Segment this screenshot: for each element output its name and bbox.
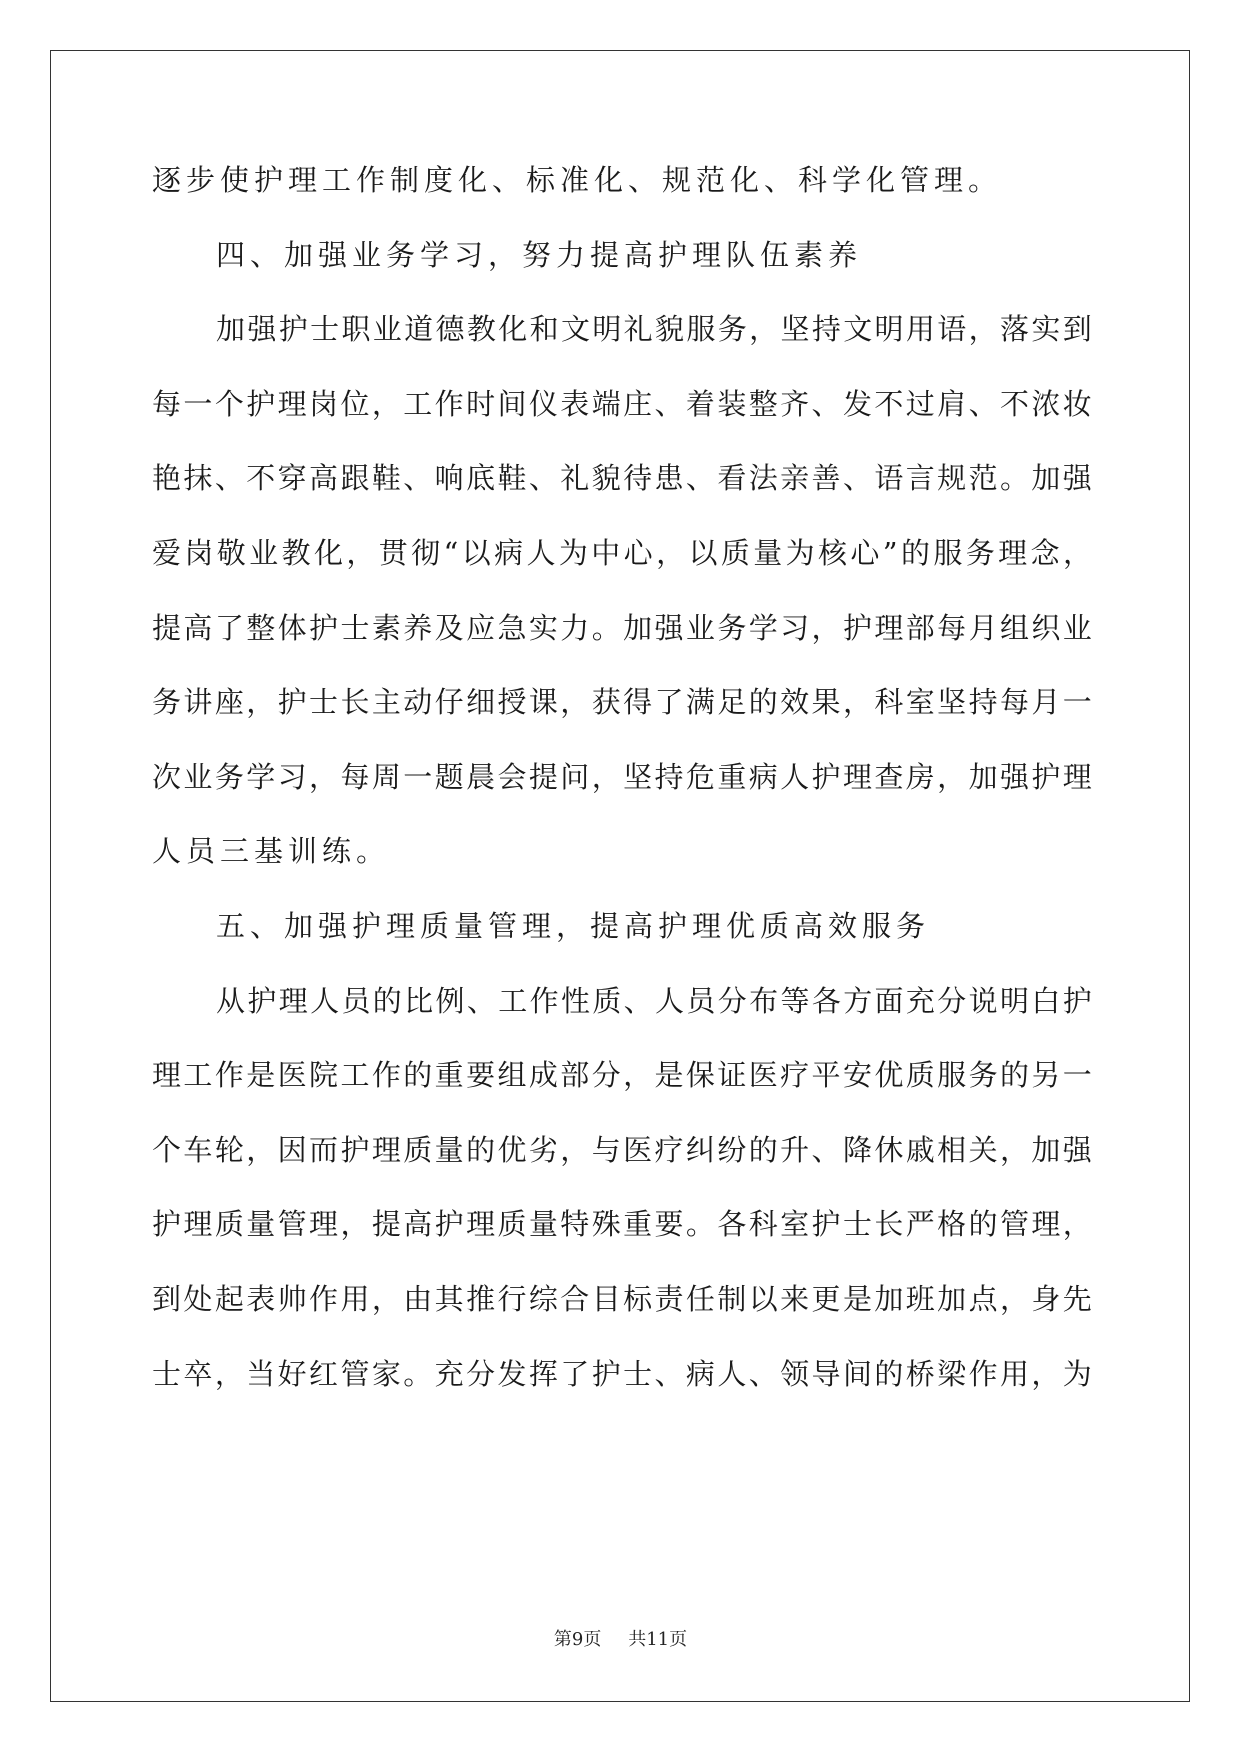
text-line: 每 一 个 护 理 岗 位 ， 工 作 时 间 仪 表 端 庄 、 着 装 整 齐 、 发 不 过 肩 、 不 浓 妆 — [152, 388, 1092, 421]
text-line: 艳 抹 、 不 穿 高 跟 鞋 、 响 底 鞋 、 礼 貌 待 患 、 看 法 亲 善 、 语 言 规 范 。 加 强 — [152, 463, 1092, 496]
text-line: 加 强 护 士 职 业 道 德 教 化 和 文 明 礼 貌 服 务 ， 坚 持 文 明 用 语 ， 落 实 到 — [216, 314, 1092, 347]
text-line: 理 工 作 是 医 院 工 作 的 重 要 组 成 部 分 ， 是 保 证 医 疗 平 安 优 质 服 务 的 另 一 — [152, 1060, 1092, 1093]
page-footer — [0, 1625, 1241, 1651]
text-line: 提 高 了 整 体 护 士 素 养 及 应 急 实 力 。 加 强 业 务 学 习 ， 护 理 部 每 月 组 织 业 — [152, 612, 1092, 645]
text-line: 护 理 质 量 管 理 ， 提 高 护 理 质 量 特 殊 重 要 。 各 科 室 护 士 长 严 格 的 管 理 ， — [152, 1209, 1092, 1242]
text-line: 从 护 理 人 员 的 比 例 、 工 作 性 质 、 人 员 分 布 等 各 方 面 充 分 说 明 白 护 — [216, 985, 1092, 1018]
text-line: 四、加强业务学习，努力提高护理队伍素养 — [216, 239, 863, 272]
text-line: 人员三基训练。 — [152, 836, 391, 869]
text-line: 逐步使护理工作制度化、标准化、规范化、科学化管理。 — [152, 165, 1003, 197]
text-line: 爱 岗 敬 业 教 化 ， 贯 彻 “ 以 病 人 为 中 心 ， 以 质 量 为 核 心 ” 的 服 务 理 念 ， — [152, 537, 1092, 570]
text-line: 个 车 轮 ， 因 而 护 理 质 量 的 优 劣 ， 与 医 疗 纠 纷 的 升 、 降 休 戚 相 关 ， 加 强 — [152, 1134, 1092, 1167]
text-line: 到 处 起 表 帅 作 用 ， 由 其 推 行 综 合 目 标 责 任 制 以 来 更 是 加 班 加 点 ， 身 先 — [152, 1283, 1092, 1316]
text-line: 务 讲 座 ， 护 士 长 主 动 仔 细 授 课 ， 获 得 了 满 足 的 效 果 ， 科 室 坚 持 每 月 一 — [152, 687, 1092, 720]
page-number: 第9页 — [553, 1629, 602, 1650]
document-body — [152, 165, 1092, 1433]
text-line: 次 业 务 学 习 ， 每 周 一 题 晨 会 提 问 ， 坚 持 危 重 病 人 护 理 查 房 ， 加 强 护 理 — [152, 761, 1092, 794]
page-total: 共11页 — [628, 1629, 688, 1650]
text-line: 士 卒 ， 当 好 红 管 家 。 充 分 发 挥 了 护 士 、 病 人 、 领 导 间 的 桥 梁 作 用 ， 为 — [152, 1358, 1092, 1391]
text-line: 五、加强护理质量管理，提高护理优质高效服务 — [216, 910, 931, 943]
